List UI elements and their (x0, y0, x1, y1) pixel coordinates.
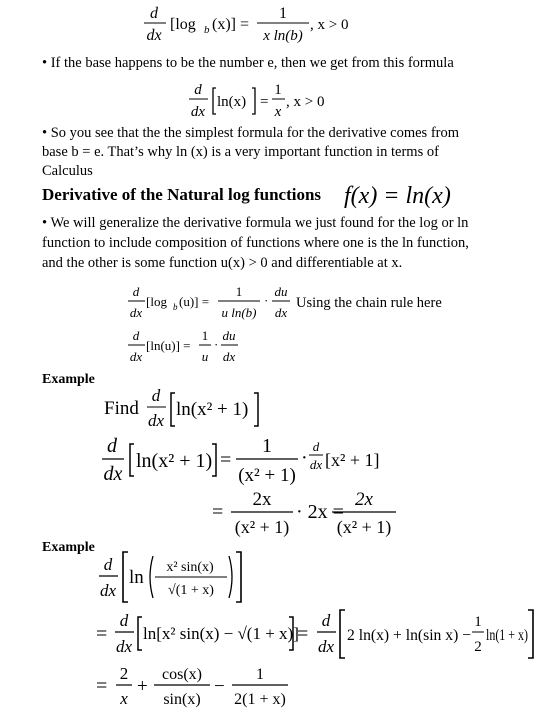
fraction-denominator-2: (x² + 1) (336, 517, 392, 537)
equation-ln-derivative (186, 78, 356, 124)
d-numerator-2: d (312, 439, 320, 454)
ln-1-plus-x: ln(1 + x) (486, 627, 528, 644)
d-numerator-2: d (321, 611, 331, 630)
du-numerator: du (222, 328, 236, 343)
domain-condition: , x > 0 (310, 17, 349, 33)
example2-label: Example (42, 540, 95, 555)
example1-label: Example (42, 372, 95, 387)
d-numerator: d (107, 435, 117, 457)
log-subscript: b (173, 302, 178, 312)
dx-denominator: dx (147, 411, 165, 430)
log-lhs: [log (170, 16, 196, 33)
half-numerator: 1 (474, 614, 482, 630)
times-2x: · 2x = (296, 501, 344, 523)
bullet-simplest-line2: base b = e. That’s why ln (x) is a very important function in terms of (42, 144, 439, 160)
fraction-denominator: u (201, 349, 209, 364)
example2-line2 (96, 606, 536, 662)
minus: − (214, 676, 225, 697)
chain-rule-note: Using the chain rule here (296, 295, 442, 311)
find-word: Find (104, 398, 139, 419)
frac1-numerator: 2 (119, 664, 129, 683)
fraction-numerator: 1 (235, 284, 243, 299)
dx-denominator: dx (99, 581, 117, 600)
d-numerator: d (151, 386, 161, 405)
d-numerator: d (132, 284, 140, 299)
fraction-denominator: x (274, 104, 282, 120)
plus: + (137, 676, 148, 697)
equals: = (220, 449, 232, 471)
example1-line2 (100, 432, 380, 488)
half-denominator: 2 (474, 639, 482, 655)
log-arg: (u)] = (179, 294, 210, 309)
dx-denominator: dx (103, 463, 123, 485)
fraction-denominator: (x² + 1) (238, 465, 296, 486)
dot: · (301, 447, 308, 469)
log-subscript: b (204, 24, 210, 36)
equals-2: = (297, 623, 309, 645)
d-numerator: d (103, 555, 113, 574)
d-numerator: d (119, 611, 129, 630)
ln-inner-expression: ln[x² sin(x) − √(1 + x)] (143, 624, 299, 643)
equation-log-base-derivative (140, 2, 360, 48)
dx-denominator: dx (129, 305, 143, 320)
frac3-numerator: 1 (256, 666, 264, 683)
fraction-numerator: 1 (274, 82, 282, 98)
dx-denominator: dx (115, 637, 133, 656)
domain-condition: , x > 0 (286, 94, 325, 110)
fraction-numerator: 1 (279, 5, 287, 22)
heading-formula-text: f(x) = ln(x) (344, 183, 451, 209)
dx-denominator: dx (146, 27, 162, 44)
fraction-denominator: √(1 + x) (168, 583, 214, 598)
dx-denominator-2: dx (317, 637, 335, 656)
frac2-numerator: cos(x) (162, 666, 202, 683)
fraction-denominator: x ln(b) (263, 28, 303, 44)
dx-denominator-2: dx (309, 457, 323, 472)
bullet-base-e: • If the base happens to be the number e, then we get from this formula (42, 55, 454, 71)
bullet-generalize-line2: function to include composition of functions where one is the ln function, (42, 235, 469, 251)
dot: · (264, 293, 269, 308)
fraction-numerator-2: 2x (355, 489, 373, 510)
d-numerator: d (132, 328, 140, 343)
log-lhs: [log (146, 294, 167, 309)
bullet-generalize-line1: • We will generalize the derivative formula we just found for the log or ln (42, 215, 469, 231)
fraction-numerator: 1 (262, 435, 272, 457)
log-arg: (x)] = (212, 16, 250, 33)
inner-function: [x² + 1] (325, 450, 380, 470)
frac3-denominator: 2(1 + x) (234, 691, 286, 708)
equation-chain-ln (126, 326, 256, 370)
dot: · (214, 337, 219, 352)
du-numerator: du (274, 284, 288, 299)
frac1-denominator: x (120, 689, 128, 708)
frac2-denominator: sin(x) (163, 691, 201, 708)
dx-denominator-2: dx (222, 349, 236, 364)
section-heading: Derivative of the Natural log functions (42, 185, 322, 204)
example2-line3 (96, 660, 296, 716)
fraction-numerator: 2x (252, 489, 272, 510)
example1-find (104, 384, 274, 432)
ln: ln (129, 567, 144, 588)
bullet-generalize-line3: and the other is some function u(x) > 0 and differentiable at x. (42, 255, 403, 271)
equals: = (260, 94, 269, 110)
ln-lhs: ln(x² + 1) (136, 450, 213, 472)
fraction-denominator: (x² + 1) (234, 517, 290, 537)
d-numerator: d (194, 82, 202, 98)
fraction-numerator: x² sin(x) (166, 560, 214, 575)
fraction-denominator: u ln(b) (221, 305, 257, 320)
dx-denominator: dx (190, 104, 206, 120)
heading-formula (342, 178, 452, 212)
ln-x: ln(x) (217, 94, 247, 110)
ln-arg: ln(x² + 1) (176, 399, 249, 420)
dx-denominator: dx (129, 349, 143, 364)
dx-denominator-2: dx (274, 305, 288, 320)
equals: = (96, 675, 108, 697)
example2-line1 (96, 548, 246, 606)
ln-lhs: [ln(u)] = (146, 338, 191, 353)
example1-line3 (200, 488, 400, 538)
d-numerator: d (150, 5, 158, 22)
bullet-simplest-line1: • So you see that the the simplest formula for the derivative comes from (42, 125, 460, 141)
bullet-simplest-line3: Calculus (42, 163, 93, 179)
equals: = (212, 501, 224, 523)
equals: = (96, 623, 108, 645)
expanded-terms: 2 ln(x) + ln(sin x) − (347, 627, 471, 644)
equation-chain-log (126, 282, 296, 326)
fraction-numerator: 1 (201, 328, 209, 343)
